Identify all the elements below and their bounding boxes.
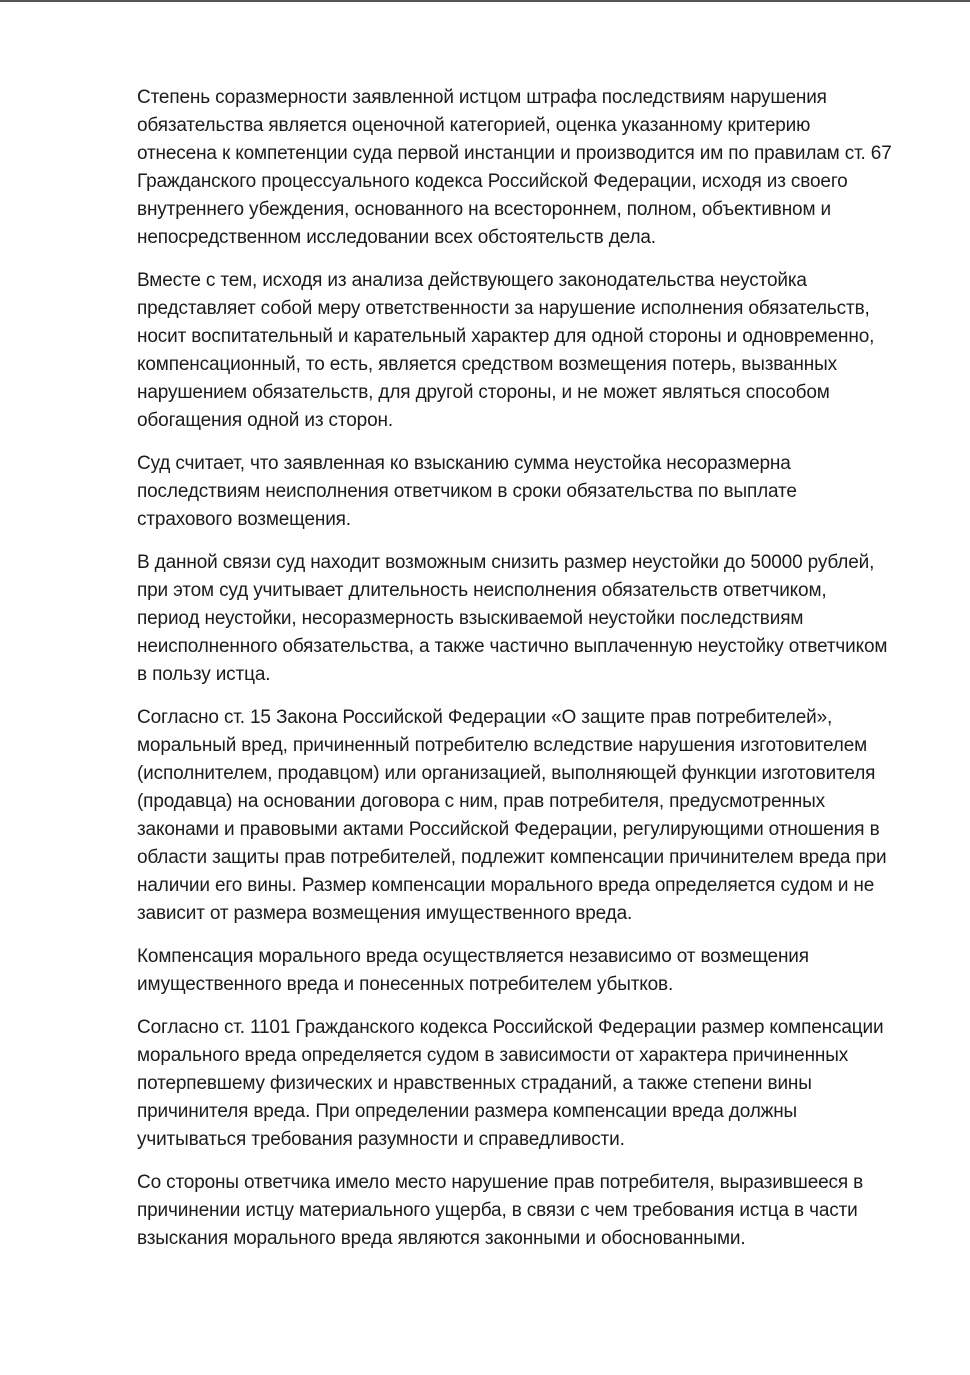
paragraph-court-finds-disproportionate: Суд считает, что заявленная ко взысканию сумма неустойка несоразмерна последствиям неисполнения ответчиком в сроки обязательства по выплате страхового возмещения.	[137, 453, 797, 530]
window-top-edge	[0, 0, 970, 2]
paragraph-defendant-violation-conclusion: Со стороны ответчика имело место нарушение прав потребителя, выразившееся в причинении истцу материального ущерба, в связи с чем требования истца в части взыскания морального вреда являются законными и обоснованными.	[137, 1172, 864, 1249]
paragraph-moral-damage-compensation-independence: Компенсация морального вреда осуществляется независимо от возмещения имущественного вреда и понесенных потребителем убытков.	[137, 946, 809, 995]
paragraph-civil-code-art1101: Согласно ст. 1101 Гражданского кодекса Российской Федерации размер компенсации морального вреда определяется судом в зависимости от характера причиненных потерпевшему физических и нравственных страданий, а также степени вины причинителя вреда. При определении размера компенсации вреда должны учитываться требования разумности и справедливости.	[137, 1017, 884, 1150]
paragraph-penalty-nature: Вместе с тем, исходя из анализа действующего законодательства неустойка представляет собой меру ответственности за нарушение исполнения обязательств, носит воспитательный и карательный характер для одной стороны и одновременно, компенсационный, то есть, является средством возмещения потерь, вызванных нарушением обязательств, для другой стороны, и не может являться способом обогащения одной из сторон.	[137, 270, 875, 431]
paragraph-consumer-rights-law-art15: Согласно ст. 15 Закона Российской Федерации «О защите прав потребителей», моральный вред, причиненный потребителю вследствие нарушения изготовителем (исполнителем, продавцом) или организацией, выполняющей функции изготовителя (продавца) на основании договора с ним, прав потребителя, предусмотренных законами и правовыми актами Российской Федерации, регулирующими отношения в области защиты прав потребителей, подлежит компенсации причинителем вреда при наличии его вины. Размер компенсации морального вреда определяется судом и не зависит от размера возмещения имущественного вреда.	[137, 707, 887, 924]
paragraph-penalty-reduction-50000: В данной связи суд находит возможным снизить размер неустойки до 50000 рублей, при этом суд учитывает длительность неисполнения обязательств ответчиком, период неустойки, несоразмерность взыскиваемой неустойки последствиям неисполненного обязательства, а также частично выплаченную неустойку ответчиком в пользу истца.	[137, 552, 888, 685]
paragraph-proportionality-assessment: Степень соразмерности заявленной истцом штрафа последствиям нарушения обязательства является оценочной категорией, оценка указанному критерию отнесена к компетенции суда первой инстанции и производится им по правилам ст. 67 Гражданского процессуального кодекса Российской Федерации, исходя из своего внутреннего убеждения, основанного на всестороннем, полном, объективном и непосредственном исследовании всех обстоятельств дела.	[137, 87, 892, 248]
document-text-block	[137, 84, 893, 1253]
